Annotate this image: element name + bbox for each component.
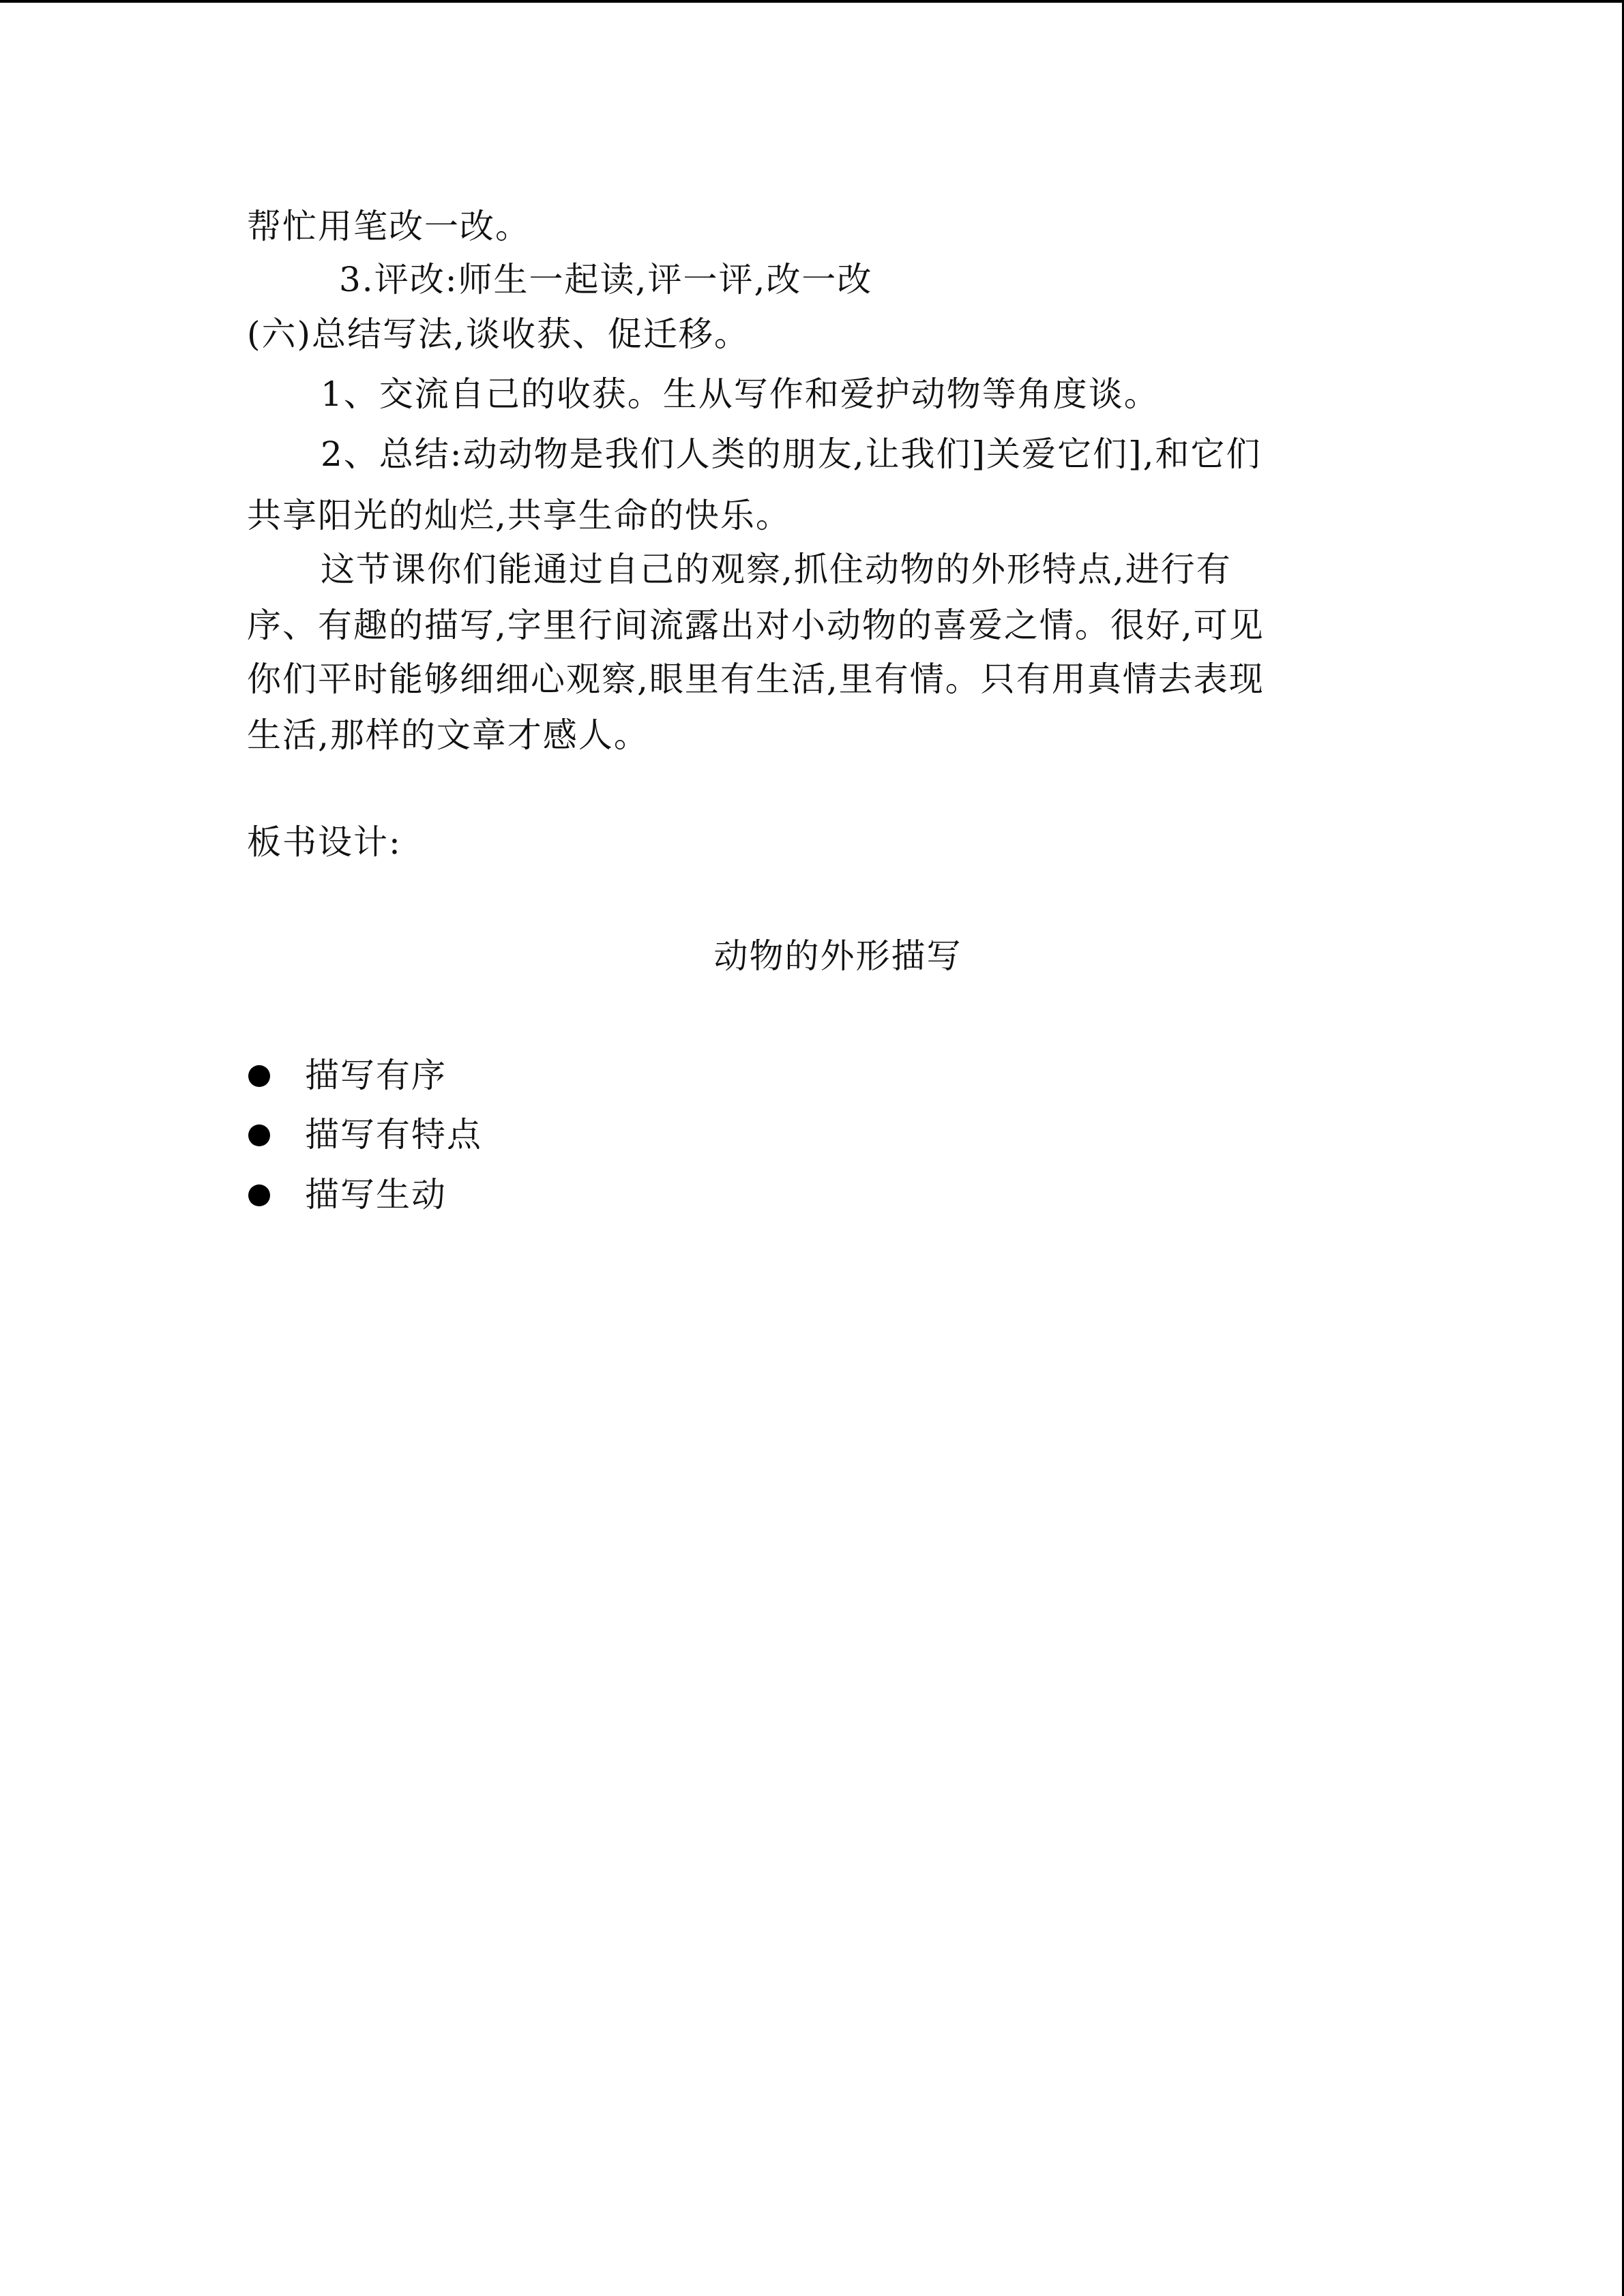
- list-item-label: 描写有特点: [305, 1115, 482, 1154]
- text-line: 你们平时能够细细心观察,眼里有生活,里有情。只有用真情去表现: [247, 659, 1265, 699]
- text-line: 3.评改:师生一起读,评一评,改一改: [339, 260, 873, 299]
- text-line: 序、有趣的描写,字里行间流露出对小动物的喜爱之情。很好,可见: [247, 606, 1265, 645]
- text-line: 2、总结:动动物是我们人类的朋友,让我们]关爱它们],和它们: [321, 434, 1262, 474]
- text-line: 共享阳光的灿烂,共享生命的快乐。: [247, 496, 791, 535]
- board-title: 动物的外形描写: [713, 936, 962, 976]
- bullet-icon: [248, 1184, 270, 1206]
- page-top-border: [0, 0, 1624, 3]
- board-design-label: 板书设计:: [247, 822, 402, 862]
- text-line: 1、交流自己的收获。生从写作和爱护动物等角度谈。: [321, 374, 1160, 414]
- text-line: 生活,那样的文章才感人。: [247, 715, 649, 755]
- list-item-label: 描写生动: [305, 1175, 447, 1214]
- section-heading: (六)总结写法,谈收获、促迁移。: [247, 314, 750, 354]
- bullet-icon: [248, 1124, 270, 1146]
- bullet-icon: [248, 1065, 270, 1087]
- text-line: 帮忙用笔改一改。: [247, 207, 531, 246]
- list-item-label: 描写有序: [305, 1056, 447, 1095]
- text-line: 这节课你们能通过自己的观察,抓住动物的外形特点,进行有: [321, 550, 1232, 589]
